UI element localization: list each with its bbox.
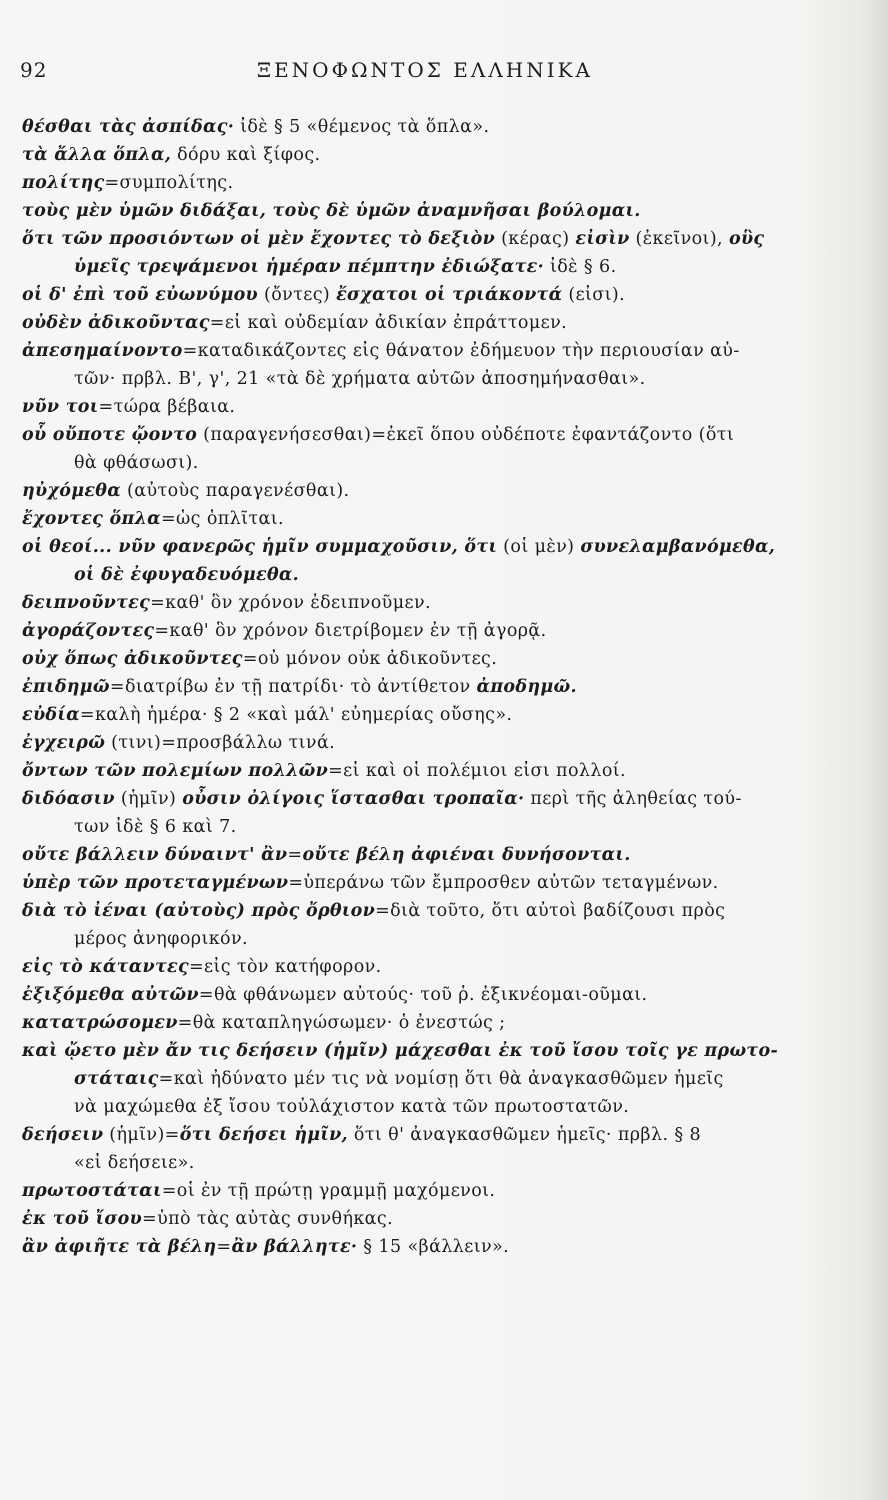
lemma-text: νῦν τοι <box>22 397 99 417</box>
gloss-text: =καλὴ ἡμέρα· § 2 «καὶ μάλ' εὐημερίας οὔσης». <box>79 705 513 725</box>
note-line <box>22 477 822 505</box>
note-line <box>22 1037 822 1065</box>
lemma-text: οὖσιν ὀλίγοις ἵστασθαι τροπαῖα· <box>182 789 525 809</box>
lemma-text: δεήσειν <box>22 1125 104 1145</box>
gloss-text: = <box>216 1237 232 1257</box>
lemma-text: εἰς τὸ κάταντες <box>22 957 189 977</box>
gloss-text: =εἰ καὶ οὐδεμίαν ἀδικίαν ἐπράττομεν. <box>209 313 568 333</box>
lemma-text: ὑπὲρ τῶν προτεταγμένων <box>22 873 289 893</box>
gloss-text: =ὑπεράνω τῶν ἔμπροσθεν αὐτῶν τεταγμένων. <box>288 873 719 893</box>
gloss-text: = <box>287 845 303 865</box>
gloss-text: (κέρας) <box>495 229 576 249</box>
note-line <box>22 281 822 309</box>
gloss-text: (οἱ μὲν) <box>497 537 581 557</box>
lemma-text: οὓς <box>728 229 765 249</box>
gloss-text: νὰ μαχώμεθα ἐξ ἴσου τοὐλάχιστον κατὰ τῶν πρωτοστατῶν. <box>74 1097 630 1117</box>
running-title: ΞΕΝΟΦΩΝΤΟΣ ΕΛΛΗΝΙΚΑ <box>257 58 593 82</box>
note-line <box>22 169 822 197</box>
gloss-text: =καταδικάζοντες εἰς θάνατον ἐδήμευον τὴν περιουσίαν αὐ- <box>182 341 740 361</box>
gloss-text: (ἡμῖν) <box>114 789 183 809</box>
gloss-text: ἰδὲ § 6. <box>544 257 617 277</box>
gloss-text: =συμπολίτης. <box>104 173 234 193</box>
gloss-text: θὰ φθάσωσι). <box>74 453 199 473</box>
lemma-text: καὶ ᾤετο μὲν ἄν τις δεήσειν (ἡμῖν) μάχεσθαι ἐκ τοῦ ἴσου τοῖς γε πρωτο- <box>22 1041 779 1061</box>
lemma-text: ἐκ τοῦ ἴσου <box>22 1209 143 1229</box>
gloss-text: (παραγενήσεσθαι)=ἐκεῖ ὅπου οὐδέποτε ἐφαντάζοντο (ὅτι <box>197 425 735 445</box>
lemma-text: διὰ τὸ ἰέναι (αὐτοὺς) πρὸς ὄρθιον <box>22 901 376 921</box>
note-line <box>22 673 822 701</box>
note-line <box>22 421 822 449</box>
note-line <box>22 197 822 225</box>
lemma-text: ἐπιδημῶ <box>22 677 110 697</box>
gloss-text: =ὑπὸ τὰς αὐτὰς συνθήκας. <box>142 1209 394 1229</box>
lemma-text: οὔτε βάλλειν δύναιντ' ἂν <box>22 845 288 865</box>
gloss-text: (εἰσι). <box>562 285 626 305</box>
lemma-text: ἀποδημῶ. <box>476 677 577 697</box>
note-line <box>22 449 822 477</box>
note-line <box>22 225 822 253</box>
gloss-text: =καθ' ὃν χρόνον διετρίβομεν ἐν τῇ ἀγορᾷ. <box>154 621 547 641</box>
gloss-text: (ἡμῖν)= <box>103 1125 180 1145</box>
gloss-text: § 15 «βάλλειν». <box>357 1237 510 1257</box>
note-line <box>22 533 822 561</box>
note-line <box>22 953 822 981</box>
lemma-text: οὗ οὔποτε ᾤοντο <box>22 425 198 445</box>
note-line <box>22 309 822 337</box>
gloss-text: (αὐτοὺς παραγενέσθαι). <box>121 481 350 501</box>
note-line <box>22 981 822 1009</box>
gloss-text: δόρυ καὶ ξίφος. <box>171 145 321 165</box>
gloss-text: (τινι)=προσβάλλω τινά. <box>105 733 336 753</box>
gloss-text: =ὡς ὁπλῖται. <box>160 509 284 529</box>
note-line <box>22 561 822 589</box>
note-line <box>22 337 822 365</box>
note-line <box>22 813 822 841</box>
gloss-text: =καὶ ἠδύνατο μέν τις νὰ νομίσῃ ὅτι θὰ ἀναγκασθῶμεν ἡμεῖς <box>158 1069 724 1089</box>
note-line <box>22 757 822 785</box>
gloss-text: =διατρίβω ἐν τῇ πατρίδι· τὸ ἀντίθετον <box>109 677 477 697</box>
gloss-text: (ὄντες) <box>258 285 337 305</box>
lemma-text: ὑμεῖς τρεψάμενοι ἡμέραν πέμπτην ἐδιώξατε· <box>74 257 545 277</box>
gloss-text: ἰδὲ § 5 «θέμενος τὰ ὅπλα». <box>234 117 490 137</box>
note-line <box>22 365 822 393</box>
note-line <box>22 141 822 169</box>
note-line <box>22 1009 822 1037</box>
note-line <box>22 253 822 281</box>
note-line <box>22 1093 822 1121</box>
gloss-text: μέρος ἀνηφορικόν. <box>74 929 248 949</box>
note-line <box>22 1177 822 1205</box>
gloss-text: =εἰς τὸν κατήφορον. <box>188 957 382 977</box>
lemma-text: διδόασιν <box>22 789 115 809</box>
note-line <box>22 1149 822 1177</box>
note-line <box>22 589 822 617</box>
lemma-text: δειπνοῦντες <box>22 593 151 613</box>
lemma-text: ἐξιξόμεθα αὐτῶν <box>22 985 199 1005</box>
note-line <box>22 925 822 953</box>
gloss-text: περὶ τῆς ἀληθείας τού- <box>524 789 742 809</box>
lemma-text: θέσθαι τὰς ἀσπίδας· <box>22 117 235 137</box>
note-line <box>22 841 822 869</box>
lemma-text: οὐδὲν ἀδικοῦντας <box>22 313 210 333</box>
lemma-text: τὰ ἄλλα ὅπλα, <box>22 145 172 165</box>
gloss-text: «εἰ δεήσειε». <box>74 1153 195 1173</box>
note-line <box>22 617 822 645</box>
note-line <box>22 701 822 729</box>
gloss-text: =θὰ καταπληγώσωμεν· ὁ ἐνεστώς ; <box>177 1013 506 1033</box>
note-line <box>22 1205 822 1233</box>
lemma-text: οἱ θεοί... νῦν φανερῶς ἡμῖν συμμαχοῦσιν, ὅτι <box>22 537 498 557</box>
note-line <box>22 1121 822 1149</box>
lemma-text: ἔχοντες ὅπλα <box>22 509 161 529</box>
gloss-text: =οἱ ἐν τῇ πρώτῃ γραμμῇ μαχόμενοι. <box>161 1181 496 1201</box>
gloss-text: (ἐκεῖνοι), <box>629 229 729 249</box>
lemma-text: ἀπεσημαίνοντο <box>22 341 183 361</box>
note-line <box>22 1065 822 1093</box>
lemma-text: συνελαμβανόμεθα, <box>580 537 776 557</box>
lemma-text: ἂν βάλλητε· <box>231 1237 358 1257</box>
gloss-text: =θὰ φθάνωμεν αὐτούς· τοῦ ῥ. ἐξικνέομαι-οῦμαι. <box>198 985 648 1005</box>
note-line <box>22 505 822 533</box>
lemma-text: εὐδία <box>22 705 80 725</box>
lemma-text: ἂν ἀφιῆτε τὰ βέλη <box>22 1237 217 1257</box>
gloss-text: ὅτι θ' ἀναγκασθῶμεν ἡμεῖς· πρβλ. § 8 <box>347 1125 702 1145</box>
lemma-text: ἀγοράζοντες <box>22 621 155 641</box>
note-line <box>22 645 822 673</box>
lemma-text: οἱ δ' ἐπὶ τοῦ εὐωνύμου <box>22 285 258 305</box>
gloss-text: =διὰ τοῦτο, ὅτι αὐτοὶ βαδίζουσι πρὸς <box>375 901 726 921</box>
lemma-text: οὔτε βέλη ἀφιέναι δυνήσονται. <box>302 845 631 865</box>
gloss-text: =εἰ καὶ οἱ πολέμιοι εἰσι πολλοί. <box>328 761 627 781</box>
note-line <box>22 113 822 141</box>
gloss-text: των ἰδὲ § 6 καὶ 7. <box>74 817 237 837</box>
note-line <box>22 869 822 897</box>
gloss-text: =τώρα βέβαια. <box>98 397 236 417</box>
lemma-text: ηὐχόμεθα <box>22 481 122 501</box>
lemma-text: στάταις <box>74 1069 159 1089</box>
page-header <box>0 58 888 88</box>
note-line <box>22 729 822 757</box>
lemma-text: ὄντων τῶν πολεμίων πολλῶν <box>22 761 329 781</box>
note-line <box>22 785 822 813</box>
page-number: 92 <box>20 58 48 82</box>
lemma-text: ὅτι τῶν προσιόντων οἱ μὲν ἔχοντες τὸ δεξιὸν <box>22 229 496 249</box>
note-line <box>22 1233 822 1261</box>
lemma-text: ἔσχατοι οἱ τριάκοντά <box>336 285 563 305</box>
gloss-text: =οὐ μόνον οὐκ ἀδικοῦντες. <box>242 649 498 669</box>
lemma-text: οἱ δὲ ἐφυγαδευόμεθα. <box>74 565 300 585</box>
commentary-notes <box>22 113 822 1261</box>
note-line <box>22 393 822 421</box>
lemma-text: πρωτοστάται <box>22 1181 162 1201</box>
lemma-text: οὐχ ὅπως ἀδικοῦντες <box>22 649 243 669</box>
lemma-text: ἐγχειρῶ <box>22 733 106 753</box>
lemma-text: ὅτι δεήσει ἡμῖν, <box>179 1125 348 1145</box>
lemma-text: πολίτης <box>22 173 105 193</box>
gloss-text: τῶν· πρβλ. Β', γ', 21 «τὰ δὲ χρήματα αὐτῶν ἀποσημήνασθαι». <box>74 369 646 389</box>
lemma-text: κατατρώσομεν <box>22 1013 178 1033</box>
lemma-text: τοὺς μὲν ὑμῶν διδάξαι, τοὺς δὲ ὑμῶν ἀναμνῆσαι βούλομαι. <box>22 201 641 221</box>
note-line <box>22 897 822 925</box>
gloss-text: =καθ' ὃν χρόνον ἐδειπνοῦμεν. <box>150 593 431 613</box>
lemma-text: εἰσὶν <box>575 229 630 249</box>
